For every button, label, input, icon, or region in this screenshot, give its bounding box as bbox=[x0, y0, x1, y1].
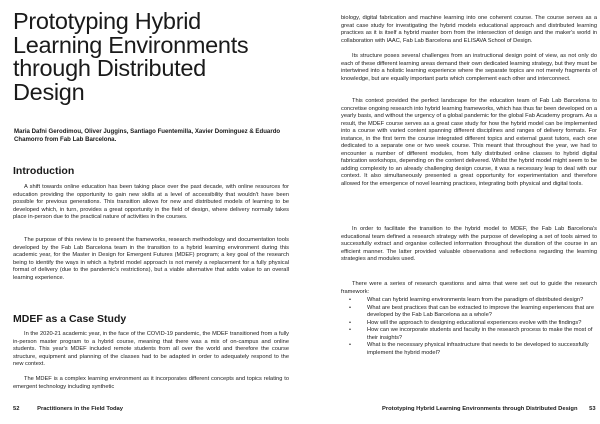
bullet-icon: • bbox=[349, 304, 351, 311]
page-number: 52 bbox=[13, 406, 20, 412]
bullet-icon: • bbox=[349, 327, 351, 334]
list-item bbox=[341, 327, 597, 342]
case-study-heading: MDEF as a Case Study bbox=[13, 313, 127, 325]
body-paragraph-3: This context provided the perfect landscape for the education team of Fab Lab Barcelona to concretise ongoing research into hybrid learning frameworks, which has thus far been developed on a yearly basis, and without the urgency of a global pandemic for the global Fab Academy program. As a result, the MDEF course serves as a great case study for how the hybrid model can be implemented into a course with varied content spanning different disciplines and ranges of delivery formats. For instance, in the first term the course integrated different topics and external guest tutors, each one dedicated to a separate one or two week course. This meant that throughout the year, we had to encounter a number of different modules, from fully distributed online classes to hybrid digital fabrication workshops, depending on the content delivered. Whilst the hybrid model might seem to be adding complexity to an already challenging design course, it was a necessary leap to deal with our context. It also simultaneously presented a great opportunity for experimentation and therefore allowed for the emergence of novel learning practices, integrating both physical and digital tools. bbox=[341, 98, 597, 188]
list-item bbox=[341, 342, 597, 357]
article-title bbox=[13, 10, 293, 104]
running-footer: Practitioners in the Field Today bbox=[37, 406, 123, 412]
authors-line: Maria Dafni Gerodimou, Oliver Juggins, Santiago Fuentemilla, Xavier Dominguez & Eduardo Chamorro from Fab Lab Barcelona. bbox=[14, 128, 281, 143]
title-line: through Distributed bbox=[13, 55, 206, 81]
bullet-icon: • bbox=[349, 297, 351, 303]
list-item bbox=[341, 297, 597, 305]
title-line: Design bbox=[13, 78, 85, 105]
research-questions-list bbox=[341, 297, 597, 357]
research-questions-intro: There were a series of research questions and aims that were set out to guide the research framework: bbox=[341, 281, 597, 295]
title-line: Prototyping Hybrid bbox=[13, 8, 201, 34]
page-number: 53 bbox=[589, 406, 596, 412]
introduction-heading: Introduction bbox=[13, 165, 75, 177]
left-footer bbox=[13, 405, 123, 413]
list-item bbox=[341, 305, 597, 320]
body-paragraph-2: Its structure poses several challenges from an instructional design point of view, as not only do each of these different learning areas demand their own dedicated learning strategy, but they must be intertwined into a holistic learning experience where the separate topics are not merely fragments of knowledge, but are equally important parts which complement each other and interconnect. bbox=[341, 53, 597, 82]
bullet-icon: • bbox=[349, 319, 351, 326]
list-item bbox=[341, 320, 597, 328]
body-paragraph-4: In order to facilitate the transition to the hybrid model to MDEF, the Fab Lab Barcelona's educational team defined a research strategy with the purpose of developing a set of tools aimed to successfully extract and organise collected information throughout the duration of the course in an efficient manner. The latter provided valuable observations and reflections regarding the learning strategies and modules used. bbox=[341, 226, 597, 263]
body-paragraph-1: biology, digital fabrication and machine learning into one coherent course. The course serves as a great case study for investigating the hybrid models educational approach and distributed learning practices as it is itself a hybrid master born from the intersection of design and the maker's world in collaboration with IAAC, Fab Lab Barcelona and ELISAVA School of Design. bbox=[341, 15, 597, 44]
running-footer: Prototyping Hybrid Learning Environments through Distributed Design bbox=[382, 406, 578, 412]
list-item-text: How will the approach to designing educational experiences evolve with the findings? bbox=[367, 319, 582, 326]
right-footer bbox=[382, 405, 596, 413]
list-item-text: What is the necessary physical infrastructure that needs to be developed to successfully implement the hybrid model? bbox=[367, 342, 589, 356]
bullet-icon: • bbox=[349, 342, 351, 349]
list-item-text: What can hybrid learning environments learn from the paradigm of distributed design? bbox=[367, 297, 584, 303]
list-item-text: How can we incorporate students and faculty in the research process to make the most of their insights? bbox=[367, 327, 593, 341]
case-paragraph-2: The MDEF is a complex learning environment as it incorporates different concepts and topics relating to emergent technology including synthetic bbox=[13, 376, 289, 390]
intro-paragraph-1: A shift towards online education has been taking place over the past decade, with online resources for education providing the opportunity to gain new skills at a level of accessibility that wouldn't have been possible for previous generations. This transition allows for new and distributed models of learning to be developed which, in turn, provides a great opportunity in the field of design, where delivery normally takes place in-person due to the practical nature of activities in the courses. bbox=[13, 184, 289, 221]
list-item-text: What are best practices that can be extracted to improve the learning experiences that are developed by the Fab Lab Barcelona as a whole? bbox=[367, 304, 594, 319]
title-line: Learning Environments bbox=[13, 31, 249, 58]
intro-paragraph-2: The purpose of this review is to present the frameworks, research methodology and documentation tools developed by the Fab Lab Barcelona team in the transition to a hybrid learning environment during this academic year, for the Master in Design for Emergent Futures (MDEF) program; a key goal of the research being to identify the ways in which a hybrid model approach is not merely a replacement for a fully physical format of delivery (due to the pandemic's restrictions), but a viable alternative that adds value to an overall learning experience. bbox=[13, 237, 289, 281]
right-page bbox=[300, 0, 600, 424]
case-paragraph-1: In the 2020-21 academic year, in the face of the COVID-19 pandemic, the MDEF transitioned from a fully in-person master program to a hybrid course, meaning that there was a mix of on-campus and online students. This year's MDEF included remote students from all over the world and therefore the course structure, equipment and planning of the classes had to be adapted in order to adequately respond to the new context. bbox=[13, 331, 289, 368]
